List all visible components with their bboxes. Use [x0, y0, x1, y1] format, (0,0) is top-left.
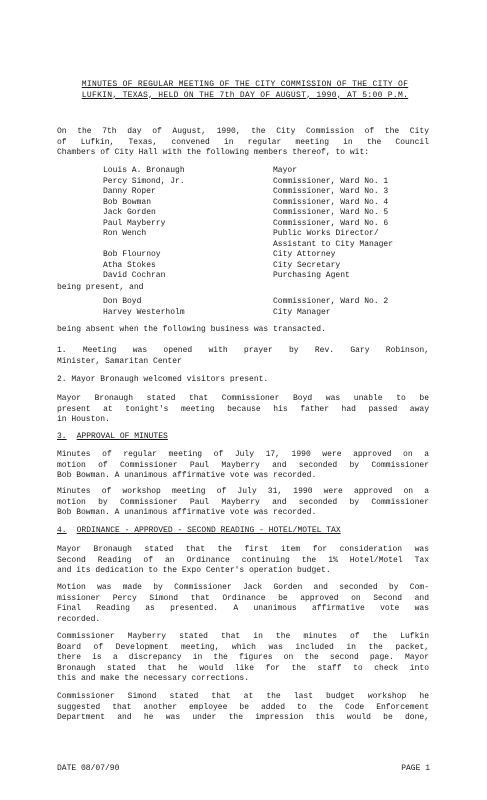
para-line: missioner Percy Simond that Ordinance be approved on Second and	[57, 593, 429, 603]
roster-row	[103, 271, 433, 282]
member-name: Bob Bowman	[103, 197, 152, 207]
roster-row	[103, 250, 433, 261]
minutes-paragraph-2	[57, 487, 429, 519]
para-line: Department and he was under the impression this would be done,	[57, 713, 429, 722]
para-line: Motion was made by Commissioner Jack Gorden and seconded by Com-	[57, 583, 429, 592]
item-line: 2. Mayor Bronaugh welcomed visitors present.	[57, 375, 269, 384]
para-line: Mayor Bronaugh stated that Commissioner Boyd was unable to be	[57, 394, 429, 403]
ordinance-paragraph-4	[57, 692, 429, 724]
section-number: 4.	[57, 526, 67, 535]
para-line: in Houston.	[57, 415, 110, 424]
title-line-1: MINUTES OF REGULAR MEETING OF THE CITY COMMISSION OF THE CITY OF	[81, 80, 409, 89]
item-line: 1. Meeting was opened with prayer by Rev. Gary Robinson,	[57, 346, 429, 355]
section-title: ORDINANCE - APPROVED - SECOND READING - HOTEL/MOTEL TAX	[76, 526, 341, 535]
item-1-prayer	[57, 346, 429, 367]
roster-row	[103, 208, 433, 219]
item-2-paragraph	[57, 394, 429, 426]
member-role: Commissioner, Ward No. 1	[273, 176, 389, 186]
member-role: Public Works Director/	[273, 229, 379, 238]
section-heading-approval-of-minutes	[57, 432, 168, 443]
being-present-text	[57, 283, 429, 294]
para-line: Final Reading as presented. A unanimous affirmative vote was	[57, 604, 429, 613]
roster-row	[103, 166, 433, 177]
roster-row	[103, 177, 433, 188]
member-name: Don Boyd	[103, 297, 142, 306]
present-roster	[103, 166, 433, 282]
member-name: Harvey Westerholm	[103, 307, 185, 317]
section-heading-ordinance	[57, 526, 341, 537]
para-line: and its dedication to the Expo Center's operation budget.	[57, 566, 331, 575]
para-line: suggested that another employee be added to the Code Enforcement	[57, 702, 429, 712]
member-role: Assistant to City Manager	[273, 239, 394, 249]
absent-row	[103, 297, 433, 308]
member-name: Percy Simond, Jr.	[103, 176, 185, 186]
para-line: Board of Development meeting, which was included in the packet,	[57, 642, 429, 652]
member-role: Commissioner, Ward No. 3	[273, 187, 389, 196]
para-line: Bronaugh stated that he would like for the staff to check into	[57, 663, 429, 673]
para-line: this and make the necessary corrections.	[57, 674, 250, 683]
item-2-welcome	[57, 375, 429, 386]
para-line: Second Reading of an Ordinance continuing the 1% Hotel/Motel Tax	[57, 555, 429, 565]
para-line: motion of Commissioner Paul Mayberry and seconded by Commissioner	[57, 460, 429, 470]
member-name: David Cochran	[103, 271, 166, 280]
member-name: Bob Flournoy	[103, 250, 161, 259]
absent-row	[103, 308, 433, 319]
member-role: Commissioner, Ward No. 6	[273, 218, 389, 228]
section-number: 3.	[57, 432, 67, 441]
member-name: Atha Stokes	[103, 260, 156, 270]
member-name: Louis A. Bronaugh	[103, 166, 185, 175]
para-line: Mayor Bronaugh stated that the first item for consideration was	[57, 545, 429, 554]
member-name: Ron Wench	[103, 229, 147, 238]
para-line: Minutes of regular meeting of July 17, 1990 were approved on a	[57, 450, 429, 459]
member-role: City Secretary	[273, 260, 341, 270]
being-present-line: being present, and	[57, 283, 144, 292]
member-role: Commissioner, Ward No. 5	[273, 208, 389, 217]
footer-date: DATE 08/07/90	[57, 764, 120, 773]
title-line-2: LUFKIN, TEXAS, HELD ON THE 7th DAY OF AUGUST, 1990, AT 5:00 P.M.	[81, 90, 409, 100]
minutes-title	[55, 80, 435, 101]
section-title: APPROVAL OF MINUTES	[76, 432, 168, 441]
para-line: recorded.	[57, 614, 101, 624]
para-line: Bob Bowman. A unanimous affirmative vote was recorded.	[57, 471, 317, 480]
item-line: Minister, Samaritan Center	[57, 356, 182, 366]
roster-row	[103, 198, 433, 209]
member-name: Jack Gorden	[103, 208, 156, 217]
member-name: Danny Roper	[103, 187, 156, 196]
intro-paragraph	[57, 127, 429, 159]
ordinance-paragraph-3	[57, 632, 429, 685]
para-line: there is a discrepancy in the figures on the second page. Mayor	[57, 653, 429, 662]
member-name	[103, 240, 273, 251]
roster-row	[103, 187, 433, 198]
roster-row	[103, 229, 433, 240]
member-role: Mayor	[273, 166, 298, 175]
member-role: Purchasing Agent	[273, 271, 350, 280]
absent-roster	[103, 297, 433, 318]
intro-line: On the 7th day of August, 1990, the City Commission of the City	[57, 127, 429, 136]
ordinance-paragraph-2	[57, 583, 429, 625]
ordinance-paragraph-1	[57, 545, 429, 577]
member-role: Commissioner, Ward No. 4	[273, 197, 389, 207]
para-line: Bob Bowman. A unanimous affirmative vote was recorded.	[57, 508, 317, 517]
member-role: City Manager	[273, 307, 331, 317]
para-line: Commissioner Mayberry stated that in the minutes of the Lufkin	[57, 632, 429, 641]
para-line: motion by Commissioner Paul Mayberry and seconded by Commissioner	[57, 497, 429, 507]
para-line: Commissioner Simond stated that at the last budget workshop he	[57, 692, 429, 701]
intro-line: of Lufkin, Texas, convened in regular meeting in the Council	[57, 137, 429, 147]
para-line: Minutes of workshop meeting of July 31, 1990 were approved on a	[57, 487, 429, 496]
member-role: Commissioner, Ward No. 2	[273, 297, 389, 306]
member-role: City Attorney	[273, 250, 336, 259]
being-absent-line: being absent when the following business was transacted.	[57, 325, 326, 334]
para-line: present at tonight's meeting because his father had passed away	[57, 404, 429, 414]
roster-row	[103, 261, 433, 272]
minutes-paragraph-1	[57, 450, 429, 482]
roster-row	[103, 240, 433, 251]
member-name: Paul Mayberry	[103, 218, 166, 228]
being-absent-text	[57, 325, 429, 336]
intro-line: Chambers of City Hall with the following members thereof, to wit:	[57, 148, 370, 157]
footer-page-number: PAGE 1	[401, 764, 430, 773]
roster-row	[103, 219, 433, 230]
